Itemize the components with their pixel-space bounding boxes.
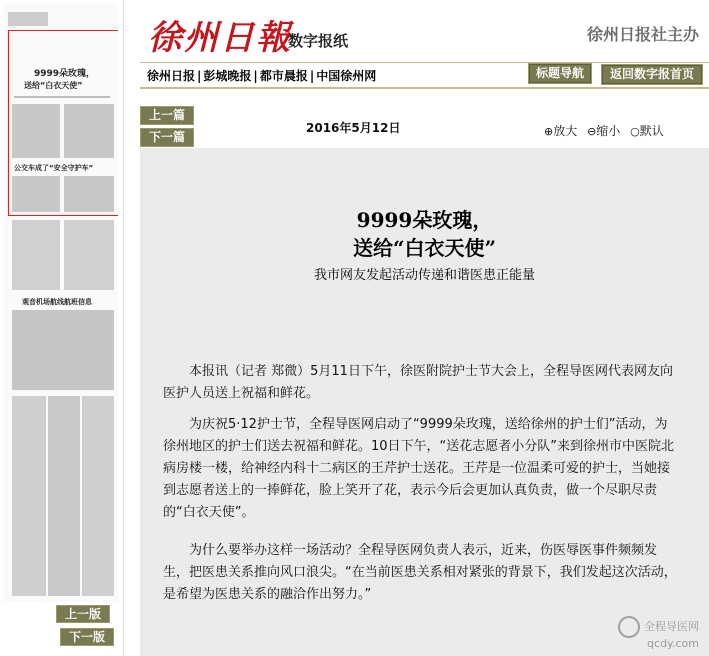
article-subtitle: 我市网友发起活动传递和谐医患正能量 (313, 268, 535, 283)
article-title-line-2: 送给“白衣天使” (352, 236, 496, 260)
thumb-headline-1: 9999朵玫瑰， (34, 69, 96, 79)
thumb-column (82, 396, 114, 596)
watermark-logo-icon (618, 616, 640, 638)
site-logo[interactable]: 徐州日報 (148, 18, 292, 58)
nav-separator: | (309, 69, 315, 83)
nav-link-china-xuzhou-net[interactable]: 中国徐州网 (316, 69, 377, 83)
next-page-button[interactable]: 下一版 (60, 628, 114, 646)
thumb-column (12, 176, 60, 212)
zoom-out-label: 缩小 (596, 124, 621, 138)
nav-separator: | (197, 69, 202, 83)
default-size-label: 默认 (639, 124, 664, 138)
prev-article-button[interactable]: 上一篇 (140, 106, 194, 125)
article-paragraph: 为什么要举办这样一场活动？全程导医网负责人表示，近来，伤医辱医事件频频发生，把医患关系推向风口浪尖。“在当前医患关系相对紧张的背景下，我们发起这次活动，是希望为医患关系的融洽作出努力。” (163, 543, 677, 602)
top-nav-bar (140, 62, 709, 89)
thumb-headline-3: 公交车成了“安全守护车” (14, 164, 94, 172)
article-paragraph: 本报讯（记者 郑微）5月11日下午，徐医附院护士节大会上，全程导医网代表网友向医护人员送上祝福和鲜花。 (163, 364, 673, 401)
thumb-column (12, 310, 114, 390)
article-paragraph: 为庆祝5·12护士节，全程导医网启动了“9999朵玫瑰，送给徐州的护士们”活动，为徐州地区的护士们送去祝福和鲜花。10日下午，“送花志愿者小分队”来到徐州市中医院北病房楼一楼，给神经内科十二病区的王芹护士送花。王芹是一位温柔可爱的护士，当她接到志愿者送上的一捧鲜花，脸上笑开了花，表示今后会更加认真负责，做一个尽职尽责的“白衣天使”。 (163, 417, 675, 520)
nav-link-dushi-morning[interactable]: 都市晨报 (259, 69, 308, 83)
nav-link-pengcheng-evening[interactable]: 彭城晚报 (203, 69, 252, 83)
article-toolbar (140, 100, 709, 148)
watermark (618, 616, 699, 650)
zoom-in-label: 放大 (553, 124, 578, 138)
nav-separator: | (253, 69, 258, 83)
issue-date: 2016年5月12日 (306, 121, 401, 135)
watermark-domain: qcdy.com (647, 637, 699, 650)
thumb-column (64, 220, 114, 290)
thumb-column (64, 176, 114, 212)
plus-circle-icon: ⊕ (544, 125, 554, 138)
watermark-text: 全程导医网 (644, 620, 699, 633)
thumb-column (64, 104, 114, 158)
minus-circle-icon: ⊖ (587, 125, 597, 138)
page-thumbnail[interactable] (4, 4, 118, 602)
zoom-tools (544, 122, 670, 139)
thumb-column (48, 396, 80, 596)
thumb-masthead (8, 12, 48, 26)
thumb-column (12, 396, 46, 596)
prev-page-button[interactable]: 上一版 (56, 605, 110, 623)
home-button[interactable]: 返回数字报首页 (601, 64, 703, 85)
sponsor-text: 徐州日报社主办 (586, 25, 699, 44)
thumb-column (12, 220, 60, 290)
thumb-headline-4: 观音机场航线航班信息 (22, 298, 92, 306)
nav-link-xuzhou-daily[interactable]: 徐州日报 (147, 69, 196, 83)
article-body (140, 148, 709, 656)
zoom-in-control[interactable] (544, 124, 577, 138)
site-logo-subtitle: 数字报纸 (288, 32, 349, 50)
article-area (140, 100, 709, 656)
circle-icon: ○ (630, 125, 640, 138)
default-size-control[interactable] (630, 124, 664, 138)
zoom-out-control[interactable] (587, 124, 620, 138)
next-article-button[interactable]: 下一篇 (140, 128, 194, 147)
thumb-headline-2: 送给“白衣天使” (24, 81, 83, 90)
paper-links (147, 67, 376, 84)
page-thumbnail-panel (0, 0, 124, 656)
thumb-line (14, 96, 110, 98)
article-title-line-1: 9999朵玫瑰， (356, 208, 493, 232)
thumb-column (12, 104, 60, 158)
title-nav-button[interactable]: 标题导航 (528, 63, 592, 84)
site-header (124, 0, 709, 62)
